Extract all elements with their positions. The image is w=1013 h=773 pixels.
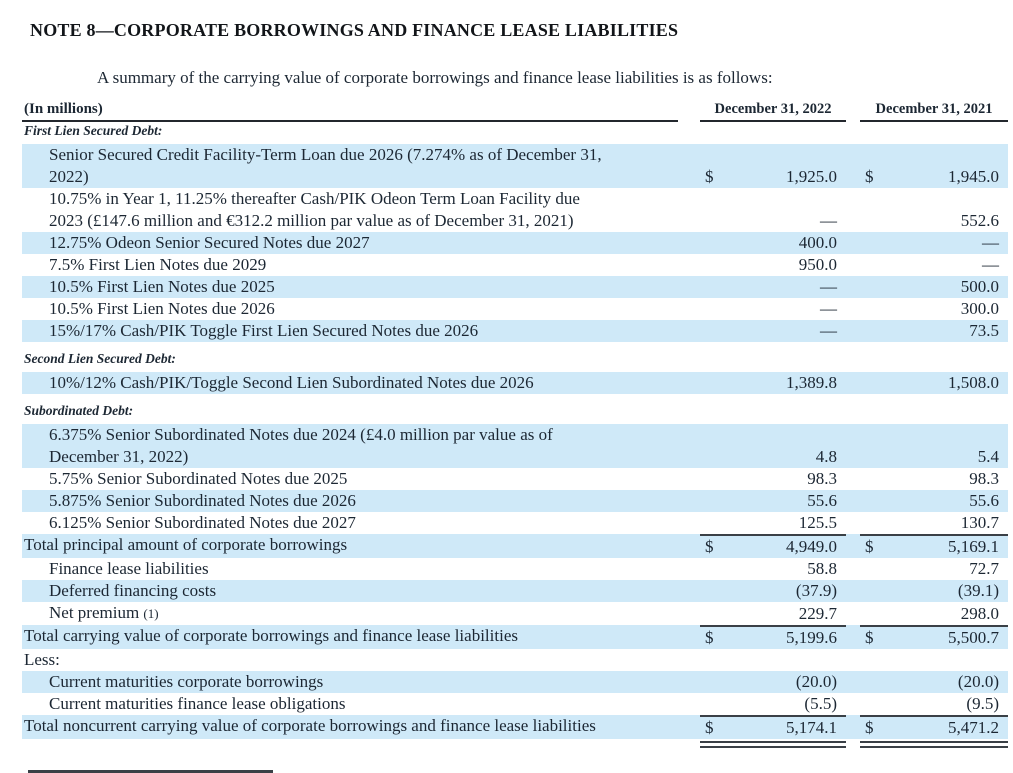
row-label-text: Total principal amount of corporate borrowings — [24, 535, 348, 554]
value-group-2022 — [700, 468, 846, 490]
row-label-line — [49, 298, 686, 320]
double-rule — [22, 739, 1008, 748]
row-label-line — [49, 188, 686, 210]
value-2021: 5.4 — [977, 447, 999, 466]
row-label-text: 12.75% Odeon Senior Secured Notes due 2027 — [49, 233, 370, 252]
row-label — [22, 534, 686, 558]
table-row — [22, 254, 1008, 276]
value-group-2022 — [700, 580, 846, 602]
row-label-text: Current maturities finance lease obligations — [49, 694, 346, 713]
value-group-2022 — [700, 534, 846, 558]
row-label — [22, 232, 686, 254]
row-label — [22, 512, 686, 534]
row-label-line — [24, 715, 686, 737]
row-label-text: Finance lease liabilities — [49, 559, 209, 578]
value-group-2022 — [700, 372, 846, 394]
table-row — [22, 320, 1008, 342]
row-label — [22, 144, 686, 188]
value-group-2021 — [860, 602, 1008, 625]
row-label — [22, 625, 686, 649]
table-row — [22, 715, 1008, 739]
table-row — [22, 188, 1008, 232]
row-label — [22, 350, 1008, 372]
col-header-dec-31-2021: December 31, 2021 — [860, 101, 1008, 122]
value-group-2022 — [700, 693, 846, 715]
row-label — [22, 468, 686, 490]
value-group-2021 — [860, 232, 1008, 254]
value-2022: 4.8 — [815, 447, 837, 466]
value-group-2022 — [700, 558, 846, 580]
section-gap — [22, 394, 1008, 402]
section-header-row — [22, 122, 1008, 144]
value-group-2022 — [700, 715, 846, 739]
value-2022: 55.6 — [807, 491, 837, 510]
value-2021: (39.1) — [957, 581, 999, 600]
row-label-line — [49, 671, 686, 693]
row-label-text: Subordinated Debt: — [24, 403, 134, 418]
value-group-2022 — [700, 602, 846, 625]
value-group-2022 — [700, 144, 846, 188]
value-group-2022 — [700, 424, 846, 468]
value-2021: 55.6 — [969, 491, 999, 510]
row-label-text: 2022) — [49, 167, 89, 186]
row-label-text: Second Lien Secured Debt: — [24, 351, 176, 366]
row-label-line — [49, 166, 686, 188]
row-label-text: 15%/17% Cash/PIK Toggle First Lien Secured Notes due 2026 — [49, 321, 479, 340]
row-label-line — [49, 490, 686, 512]
table-row — [22, 490, 1008, 512]
row-label-text: 5.75% Senior Subordinated Notes due 2025 — [49, 469, 348, 488]
value-2021: (20.0) — [957, 672, 999, 691]
row-label-text: 10.5% First Lien Notes due 2026 — [49, 299, 275, 318]
currency-symbol: $ — [865, 628, 874, 647]
col-header-dec-31-2022: December 31, 2022 — [700, 101, 846, 122]
value-group-2022 — [700, 276, 846, 298]
table-row — [22, 558, 1008, 580]
value-group-2022 — [700, 490, 846, 512]
row-label-text: 10%/12% Cash/PIK/Toggle Second Lien Subordinated Notes due 2026 — [49, 373, 534, 392]
value-2021: 500.0 — [960, 277, 999, 296]
value-2021: 73.5 — [969, 321, 999, 340]
table-row — [22, 276, 1008, 298]
row-label-line — [24, 122, 1008, 140]
row-label-text: 5.875% Senior Subordinated Notes due 2026 — [49, 491, 356, 510]
row-label-line — [49, 254, 686, 276]
value-2022: 5,199.6 — [786, 628, 837, 647]
value-2021: 298.0 — [960, 604, 999, 623]
row-label — [22, 320, 686, 342]
value-2022: (5.5) — [804, 694, 837, 713]
value-2022: — — [820, 299, 837, 318]
section-header-row — [22, 402, 1008, 424]
value-group-2022 — [700, 232, 846, 254]
value-group-2021 — [860, 468, 1008, 490]
value-group-2021 — [860, 715, 1008, 739]
row-label-text: 6.375% Senior Subordinated Notes due 2024 (£4.0 million par value as of — [49, 425, 553, 444]
row-label — [22, 693, 686, 715]
value-group-2022 — [700, 512, 846, 534]
table-body — [22, 122, 1008, 748]
row-label-line — [24, 402, 1008, 420]
row-label — [22, 402, 1008, 424]
value-group-2021 — [860, 188, 1008, 232]
currency-symbol: $ — [865, 167, 874, 186]
row-label-line — [49, 210, 686, 232]
value-group-2021 — [860, 144, 1008, 188]
value-group-2021 — [860, 254, 1008, 276]
table-row — [22, 372, 1008, 394]
currency-symbol: $ — [865, 537, 874, 556]
value-group-2021 — [860, 424, 1008, 468]
table-row — [22, 602, 1008, 625]
value-2022: 98.3 — [807, 469, 837, 488]
currency-symbol: $ — [705, 628, 714, 647]
row-label-line — [24, 625, 686, 647]
row-label — [22, 276, 686, 298]
table-row — [22, 534, 1008, 558]
row-label-text: 7.5% First Lien Notes due 2029 — [49, 255, 267, 274]
row-label-text: Net premium — [49, 603, 140, 622]
value-2021: 1,508.0 — [948, 373, 999, 392]
row-label-text: Senior Secured Credit Facility-Term Loan due 2026 (7.274% as of December 31, — [49, 145, 602, 164]
row-label-line — [49, 372, 686, 394]
row-label-text: Current maturities corporate borrowings — [49, 672, 324, 691]
value-2022: 1,389.8 — [786, 373, 837, 392]
value-2022: — — [820, 211, 837, 230]
unit-label: (In millions) — [22, 101, 678, 122]
footnote-ref: (1) — [143, 606, 159, 621]
value-2022: 58.8 — [807, 559, 837, 578]
value-group-2021 — [860, 580, 1008, 602]
page-title: NOTE 8—CORPORATE BORROWINGS AND FINANCE LEASE LIABILITIES — [30, 20, 679, 40]
table-row — [22, 580, 1008, 602]
row-label-text: Deferred financing costs — [49, 581, 217, 600]
value-group-2022 — [700, 649, 846, 671]
value-group-2022 — [700, 254, 846, 276]
value-group-2021 — [860, 490, 1008, 512]
row-label — [22, 715, 686, 739]
row-label — [22, 298, 686, 320]
row-label — [22, 122, 1008, 144]
value-group-2021 — [860, 534, 1008, 558]
value-group-2021 — [860, 671, 1008, 693]
row-label — [22, 372, 686, 394]
row-label-text: Total noncurrent carrying value of corporate borrowings and finance lease liabilities — [24, 716, 596, 735]
row-label-line — [49, 468, 686, 490]
row-label-line — [24, 649, 686, 671]
currency-symbol: $ — [705, 537, 714, 556]
table-row — [22, 232, 1008, 254]
row-label-line — [49, 512, 686, 534]
value-2022: 950.0 — [798, 255, 837, 274]
value-2022: 1,925.0 — [786, 167, 837, 186]
row-label-line — [49, 580, 686, 602]
currency-symbol: $ — [705, 718, 714, 737]
value-group-2022 — [700, 188, 846, 232]
value-2021: 300.0 — [960, 299, 999, 318]
row-label — [22, 602, 686, 625]
value-group-2021 — [860, 693, 1008, 715]
row-label-line — [49, 276, 686, 298]
table-row — [22, 144, 1008, 188]
value-2022: — — [820, 321, 837, 340]
table-row — [22, 424, 1008, 468]
row-label-text: First Lien Secured Debt: — [24, 123, 163, 138]
row-label-text: 6.125% Senior Subordinated Notes due 2027 — [49, 513, 356, 532]
table-row — [22, 693, 1008, 715]
value-group-2022 — [700, 320, 846, 342]
value-group-2022 — [700, 671, 846, 693]
row-label-line — [49, 693, 686, 715]
table-row — [22, 625, 1008, 649]
value-2021: 1,945.0 — [948, 167, 999, 186]
value-group-2021 — [860, 298, 1008, 320]
value-2022: 400.0 — [798, 233, 837, 252]
currency-symbol: $ — [865, 718, 874, 737]
row-label-line — [49, 320, 686, 342]
row-label — [22, 254, 686, 276]
value-2022: 5,174.1 — [786, 718, 837, 737]
table-row — [22, 298, 1008, 320]
row-label — [22, 424, 686, 468]
row-label — [22, 188, 686, 232]
row-label-line — [49, 232, 686, 254]
value-group-2021 — [860, 372, 1008, 394]
row-label-line — [49, 144, 686, 166]
value-group-2021 — [860, 512, 1008, 534]
value-group-2022 — [700, 625, 846, 649]
borrowings-table — [22, 101, 1008, 773]
value-2022: (37.9) — [795, 581, 837, 600]
row-label-text: 2023 (£147.6 million and €312.2 million par value as of December 31, 2021) — [49, 211, 574, 230]
row-label-line — [49, 558, 686, 580]
section-header-row — [22, 350, 1008, 372]
value-2021: 98.3 — [969, 469, 999, 488]
intro-text: A summary of the carrying value of corporate borrowings and finance lease liabilities is as follows: — [97, 68, 773, 87]
row-label-line — [49, 446, 686, 468]
value-2022: 4,949.0 — [786, 537, 837, 556]
row-label-line — [24, 350, 1008, 368]
section-gap — [22, 342, 1008, 350]
row-label-line — [49, 602, 686, 625]
table-header-row — [22, 101, 1008, 122]
table-row — [22, 468, 1008, 490]
row-label — [22, 649, 686, 671]
row-label-line — [49, 424, 686, 446]
value-group-2021 — [860, 625, 1008, 649]
value-2022: (20.0) — [795, 672, 837, 691]
value-2021: — — [982, 233, 999, 252]
value-group-2021 — [860, 276, 1008, 298]
value-2022: — — [820, 277, 837, 296]
row-label — [22, 558, 686, 580]
row-label — [22, 490, 686, 512]
row-label — [22, 671, 686, 693]
row-label-line — [24, 534, 686, 556]
row-label — [22, 580, 686, 602]
value-2021: 5,471.2 — [948, 718, 999, 737]
row-label-text: 10.75% in Year 1, 11.25% thereafter Cash/PIK Odeon Term Loan Facility due — [49, 189, 580, 208]
table-row — [22, 512, 1008, 534]
table-row — [22, 649, 1008, 671]
value-2021: 72.7 — [969, 559, 999, 578]
row-label-text: 10.5% First Lien Notes due 2025 — [49, 277, 275, 296]
value-2021: — — [982, 255, 999, 274]
currency-symbol: $ — [705, 167, 714, 186]
value-group-2022 — [700, 298, 846, 320]
value-2021: 130.7 — [960, 513, 999, 532]
value-2021: 5,169.1 — [948, 537, 999, 556]
value-2021: 552.6 — [960, 211, 999, 230]
value-2021: (9.5) — [966, 694, 999, 713]
row-label-text: December 31, 2022) — [49, 447, 189, 466]
value-2022: 229.7 — [798, 604, 837, 623]
value-2022: 125.5 — [798, 513, 837, 532]
table-row — [22, 671, 1008, 693]
value-group-2021 — [860, 558, 1008, 580]
value-2021: 5,500.7 — [948, 628, 999, 647]
row-label-text: Less: — [24, 650, 60, 669]
value-group-2021 — [860, 649, 1008, 671]
value-group-2021 — [860, 320, 1008, 342]
row-label-text: Total carrying value of corporate borrowings and finance lease liabilities — [24, 626, 518, 645]
